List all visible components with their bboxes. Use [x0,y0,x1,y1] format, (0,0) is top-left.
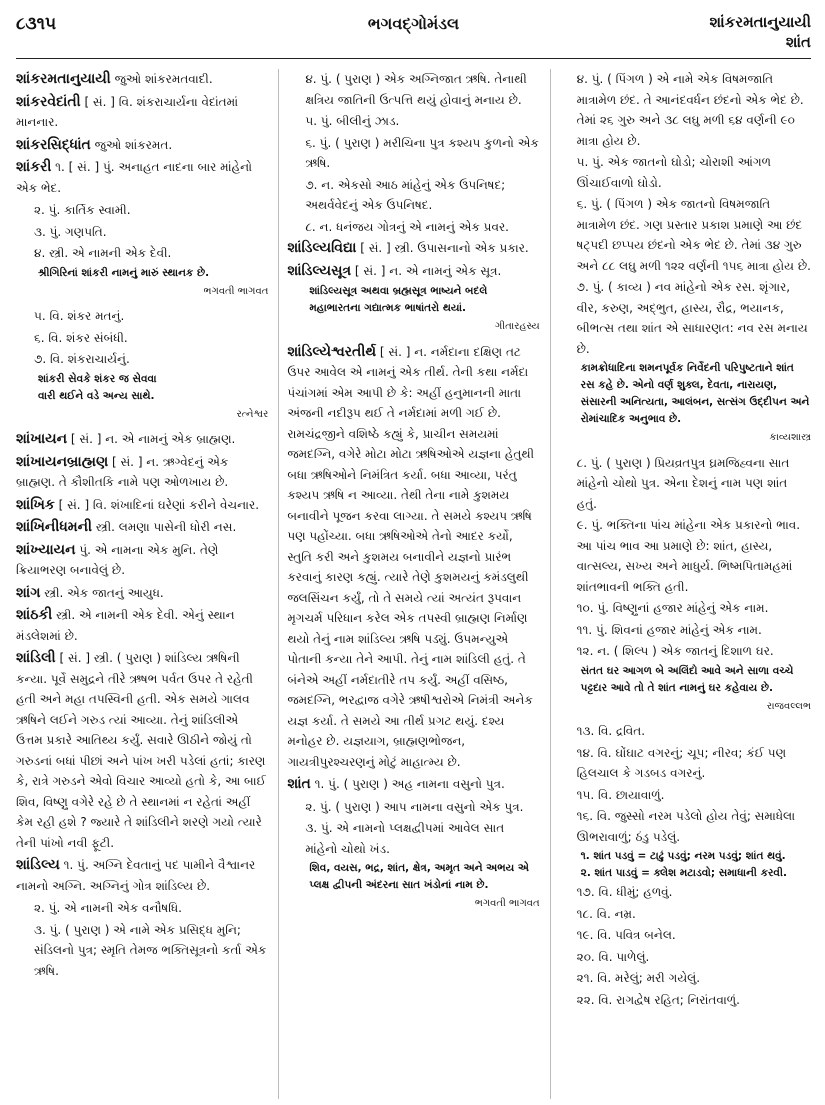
sense-definition: ૧૧. પું. શિવનાં હજાર માંહેનું એક નામ. [576,622,762,637]
sense-definition: ૯. પું. ભક્તિના પાંચ માંહેના એક પ્રકારનો ભાવ. આ પાંચ ભાવ આ પ્રમાણે છે: શાંત, હાસ્ય, વાત્સલ્ય, સખ્ય અને માધુર્ય. ભિષ્મપિતામહમાં શાંતભાવની ભક્તિ હતી. [576,518,801,594]
definition-text: [ સં. ] સ્ત્રી. ( પુરાણ ) શાંડિલ્ય ઋષિની કન્યા. પૂર્વે સમુદ્રને તીરે ઋષભ પર્વત ઉપર તે રહેતી હતી અને મહા તપસ્વિની હતી. એક સમયે ગાલવ ઋષિને લઈને ગરુડ ત્યાં આવ્યા. તેનું શાંડિલીએ ઉત્તમ પ્રકારે આતિથ્ય કર્યું. સવારે ઊઠીને જોયું તો ગરુડનાં બધાં પીછાં અને પાંખ ખરી પડેલાં હતાં; કારણ કે, રાત્રે ગરુડને એવો વિચાર આવ્યો હતો કે, આ બાઈ શિવ, વિષ્ણુ વગેરે રહે છે તે સ્થાનમાં ન રહેતાં અહીં કેમ રહી હશે ? જ્યારે તે શાંડિલીને શરણે ગયો ત્યારે તેની પાંખો નવી ફૂટી. [16,651,266,850]
sense-definition: ૫. પું. એક જાતનો ઘોડો; ચોરાશી આંગળ ઊંચાઈવાળો ઘોડો. [576,155,771,190]
sense-definition: ૫. વિ. શંકર મતનું. [34,309,125,323]
quote-source: કાવ્યશાસ્ત્ર [769,432,811,443]
dictionary-entry [16,495,268,516]
sense-definition: ૭. પું. ( કાવ્ય ) નવ માંહેનો એક રસ. શૃંગાર, વીર, કરુણ, અદ્ભુત, હાસ્ય, રૌદ્ર, ભયાનક, બીભત્સ તથા શાંત એ સાધારણત: નવ રસ મનાય છે. [576,280,808,356]
definition-text: ૧. પું. અગ્નિ દેવતાનું પદ પામીને વૈશ્વાનર નામનો અગ્નિ. અગ્નિનું ગોત્ર શાંડિલ્ય છે. [16,858,256,893]
example-quote: શ્રીગિરિનાં શાંકરી નામનું મારું સ્થાનક છે. [38,266,210,279]
headword: શાંડિલી [16,650,56,666]
dictionary-entry [287,774,539,795]
definition-text: [ સં. ] ન. એ નામનું એક બ્રાહ્મણ. [67,432,236,446]
headword: શાંખાયન [16,431,68,447]
example-quote: ૧. શાંત પડવું = ટાઢું પડવું; નરમ પડવું; શાંત થવું. [580,850,786,862]
sense-definition: ૪. પું. ( પિંગળ ) એ નામે એક વિષમજાતિ માત્રામેળ છંદ. તે આનંદવર્ધન છંદનો એક ભેદ છે. તેમાં ૨૬ ગુરુ અને ૩૮ લઘુ મળી ૬૪ વર્ણની ૯૦ માત્રા હોય છે. [576,72,804,148]
sense-definition: ૧૬. વિ. જુસ્સો નરમ પડેલો હોય તેવું; સમાધેલા ઊભરાવાળું; ઠંડુ પડેલું. [576,809,796,844]
page-header [16,10,811,59]
definition-text: [ સં. ] સ્ત્રી. ઉપાસનાનો એક પ્રકાર. [356,241,529,255]
headword: શાંઠકી [16,607,53,623]
example-quote: શાંકરી સેવકે શંકર જ સેવવા [38,372,157,385]
definition-text: સ્ત્રી. એક જાતનું આયુધ. [40,585,164,600]
definition-text: ૧. પું. ( પુરાણ ) અહ નામના વસુનો પુત્ર. [310,777,505,791]
sense-definition: ૨૦. વિ. પાળેલું. [576,949,650,964]
headword: શાંકરસિદ્ધાંત [16,136,91,153]
sense-definition: ૧૮. વિ. નમ્ર. [576,906,636,921]
headword: શાંકરવેદાંતી [16,93,81,110]
sense-definition: ૧૫. વિ. છાયાવાળું. [576,787,665,802]
dictionary-entry [16,540,268,581]
definition-text: સ્ત્રી. એ નામની એક દેવી. એનું સ્થાન મંડલેશમાં છે. [16,608,235,643]
sense-definition: ૨૧. વિ. મરેલું; મરી ગયેલું. [576,971,701,985]
guide-words [709,12,811,52]
example-quote: ૨. શાંત પાડવું = ક્લેશ મટાડવો; સમાધાની કરવી. [580,867,787,879]
definition-text: [ સં. ] વિ. શંખાદિનાં ઘરેણાં કરીને વેચનાર. [54,497,260,512]
dictionary-entry [287,238,539,259]
sense-definition: ૮. ન. ધનંજય ગોત્રનું એ નામનું એક પ્રવર. [305,219,509,234]
sense-definition: ૧૯. વિ. પવિત્ર બનેલ. [576,928,676,942]
example-quote: સંતત ઘર આગળ બે અલિંદો આવે અને સાળા વચ્ચે પટ્ટદાર આવે તો તે શાંત નામનું ઘર કહેવાય છે. [580,664,794,694]
sense-definition: ૩. પું. એ નામનો પ્લક્ષદ્વીપમાં આવેલ સાત માંહેનો ચોથો ખંડ. [305,821,505,856]
sense-definition: ૫. પું. બીલીનું ઝાડ. [305,114,400,128]
sense-definition: ૨. પું. કાર્તિક સ્વામી. [34,203,131,217]
dictionary-entry [16,517,268,538]
dictionary-entry [16,452,268,493]
example-quote: શાંડિલ્યસૂત્ર અથવા બ્રહ્મસૂત્ર ભાષ્યને બદલે મહાભારતના ગદ્યાત્મક ભાષાંતરો થયાં. [309,285,488,314]
definition-text: [ સં. ] વિ. શંકરાચાર્યના વેદાંતમાં માનનાર. [16,94,239,129]
dictionary-entry [287,261,539,282]
column-1 [16,69,268,1099]
sense-definition: ૪. પું. ( પુરાણ ) એક અગ્નિજાત ઋષિ. તેનાથી ક્ષત્રિય જાતિની ઉત્પત્તિ થયું હોવાનું મનાય છે. [305,72,527,107]
sense-definition: ૧૨. ન. ( શિલ્પ ) એક જાતનું દિશાળ ઘર. [576,644,774,658]
dictionary-entry [16,605,268,646]
column-3 [550,69,811,1099]
headword: શાંખાયનબ્રાહ્મણ [16,453,109,470]
headword: શાંડિલ્યસૂત્ર [287,262,352,279]
dictionary-entry [16,135,268,156]
headword: શાંગ [16,584,41,601]
headword: શાંખિક [16,496,55,513]
sense-definition: ૮. પું. ( પુરાણ ) પ્રિયવ્રતપુત્ર ઘ્રમજિહ્વના સાત માંહેનો ચોથો પુત્ર. એના દેશનું નામ પણ શાંત હતું. [576,455,790,511]
definition-text: [ સં. ] ન. એ નામનું એક સૂત્ર. [351,263,502,278]
definition-text: પું. એ નામના એક મુનિ. તેણે ક્રિયાભરણ બનાવેલું છે. [16,542,219,577]
sense-definition: ૩. પું. ( પુરાણ ) એ નામે એક પ્રસિદ્ધ મુનિ; સંડિલનો પુત્ર; સ્મૃતિ તેમજ ભક્તિસૂત્રનો કર્તા એક ઋષિ. [34,922,267,978]
dictionary-entry [16,157,268,198]
page-number: ૮૩૧૫ [16,14,57,34]
sense-definition: ૬. વિ. શંકર સંબંધી. [34,330,128,345]
sense-definition: ૧૦. પું. વિષ્ણુનાં હજાર માંહેનું એક નામ. [576,601,769,615]
definition-text: [ સં. ] ન. ઋગ્વેદનું એક બ્રાહ્મણ. તે કૌશીતકિ નામે પણ ઓળખાય છે. [16,454,229,489]
book-title: ભગવદ્ગોમંડલ [367,14,460,33]
sense-definition: ૭. ન. એકસો આઠ માંહેનું એક ઉપનિષદ; અથર્વવેદનું એક ઉપનિષદ. [305,177,506,212]
column-2 [278,69,539,1099]
example-quote: શિવ, વયસ, ભદ્ર, શાંત, ક્ષેત્ર, અમૃત અને અભય એ પ્લક્ષ દ્વીપની અંદરના સાત ખંડોનાં નામ છે. [309,862,529,891]
headword: શાંખ્યાયન [16,541,76,558]
headword: શાંકરી [16,159,52,175]
quote-source: ભગવતી ભાગવત [203,285,269,297]
headword: શાંડિલ્ય [16,857,60,873]
dictionary-entry [16,92,268,133]
dictionary-entry [16,648,268,853]
sense-definition: ૨૨. વિ. રાગદ્વેષ રહિત; નિરાંતવાળું. [576,992,740,1007]
guide-word-first: શાંકરમતાનુયાયી [709,13,811,31]
headword: શાંકરમતાનુયાયી [16,71,111,87]
columns [16,69,811,1099]
quote-source: ભગવતી ભાગવત [474,898,540,909]
sense-definition: ૬. પું. ( પિંગળ ) એક જાતનો વિષમજાતિ માત્રામેળ છંદ. ગણ પ્રસ્તાર પ્રકાશ પ્રમાણે આ છંદ ષટ્પદી છપ્પય છંદનો એક ભેદ છે. તેમાં ૩૪ ગુરુ અને ૮૮ લઘુ મળી ૧૨૨ વર્ણની ૧૫૬ માત્રા હોય છે. [576,197,811,273]
example-quote: કામક્રોધાદિના શમનપૂર્વક નિર્વેદની પરિપુષ્ટતાને શાંત રસ કહે છે. એનો વર્ણ શુક્લ, દેવતા, નારાયણ, સંસારની અનિત્યતા, આલંબન, સત્સંગ ઉદ્દીપન અને રોમાંચાદિક અનુભાવ છે. [580,362,810,425]
definition-text: ૧. [ સં. ] પું. અનાહત નાદના બાર માંહેનો એક ભેદ. [16,160,253,195]
sense-definition: ૧૭. વિ. ધીમું; હળવું. [576,885,673,899]
quote-source: ગીતારહસ્ય [494,321,540,332]
headword: શાંખિનીધમની [16,519,93,535]
sense-definition: ૭. વિ. શંકરાચાર્યનું. [34,352,130,366]
dictionary-entry [16,429,268,450]
sense-definition: ૨. પું. એ નામની એક વનૌષધિ. [34,901,182,915]
sense-definition: ૧૩. વિ. દ્રવિત. [576,724,646,738]
quote-source: રાજવલ્લભ [766,700,811,712]
definition-text: જુઓ શાંકરમત. [90,137,173,152]
definition-text: જુઓ શાંકરમતવાદી. [110,72,213,86]
headword: શાંત [287,776,311,792]
sense-definition: ૪. સ્ત્રી. એ નામની એક દેવી. [34,246,172,260]
definition-text: સ્ત્રી. લમણા પાસેની ધોરી નસ. [92,520,237,534]
sense-definition: ૧૪. વિ. ઘોંઘાટ વગરનું; ચૂપ; નીરવ; કંઈ પણ હિલચાલ કે ગડબડ વગરનું. [576,745,787,780]
dictionary-entry [287,342,539,773]
dictionary-entry [16,583,268,604]
dictionary-entry [16,69,268,90]
definition-text: [ સં. ] ન. નર્મદાના દક્ષિણ તટ ઉપર આવેલ એ નામનું એક તીર્થ. તેની કથા નર્મદા પંચાંગમાં એમ આપી છે કે: અહીં હનુમાનની માતા અંજની નદીરૂપ થઈ તે નર્મદામાં મળી ગઈ છે. રામચંદ્રજીને વશિષ્ઠે કહ્યું કે, પ્રાચીન સમયમાં જમદગ્નિ, વગેરે મોટા મોટા ઋષિઓએ યજ્ઞના હેતુથી બધા ઋષિઓને નિમંત્રિત કર્યા. બધા આવ્યા, પરંતુ કશ્યપ ઋષિ ન આવ્યા. તેથી તેના નામે કુશમય બનાવીને પૂજન કરવા લાગ્યા. તે સમયે કશ્યપ ઋષિ પણ પહોંચ્યા. બધા ઋષિઓએ તેનો આદર કર્યો, સ્તુતિ કરી અને કુશમય બનાવીને યજ્ઞનો પ્રારંભ કરવાનું કારણ કહ્યું. ત્યારે તેણે કુશમયનું કમંડલુથી જલસિંચન કર્યું, તો તે સમયે ત્યાં અત્યંત રૂપવાન મૃગચર્મ પરિધાન કરેલ એક તપસ્વી બ્રાહ્મણ નિર્માણ થયો તેનું નામ શાંડિલ્ય ઋષિ પડ્યું. ઉપમન્યુએ પોતાની કન્યા તેને આપી. તેનું નામ શાંડિલી હતું. તે બંનેએ અહીં નર્મદાતીરે તપ કર્યું. અહીં વસિષ્ઠ, જમદગ્નિ, ભરદ્વાજ વગેરે ઋષીશ્વરોએ નિમંત્રી અનેક યજ્ઞ કર્યા. તે સમયે આ તીર્થ પ્રગટ થયું. દશ્ય મનોહર છે. યજ્ઞયાગ, બ્રાહ્મણભોજન, ગાયત્રીપુરશ્ચરણનું મોટું માહાત્મ્ય છે. [287,344,535,769]
sense-definition: ૬. પું. ( પુરાણ ) મરીચિના પુત્ર કશ્યપ કુળનો એક ઋષિ. [305,135,539,170]
headword: શાંડિલ્યવિદ્યા [287,240,357,256]
guide-word-last: શાંત [785,33,811,51]
example-quote: વારી થઈને વડે અન્ય સાથે. [38,389,155,402]
sense-definition: ૩. પું. ગણપતિ. [34,224,107,239]
sense-definition: ૨. પું. ( પુરાણ ) આપ નામના વસુનો એક પુત્ર. [305,799,524,814]
dictionary-entry [16,855,268,896]
quote-source: રત્નેશ્વર [236,408,269,420]
headword: શાંડિલ્યેશ્વરતીર્થ [287,343,377,360]
